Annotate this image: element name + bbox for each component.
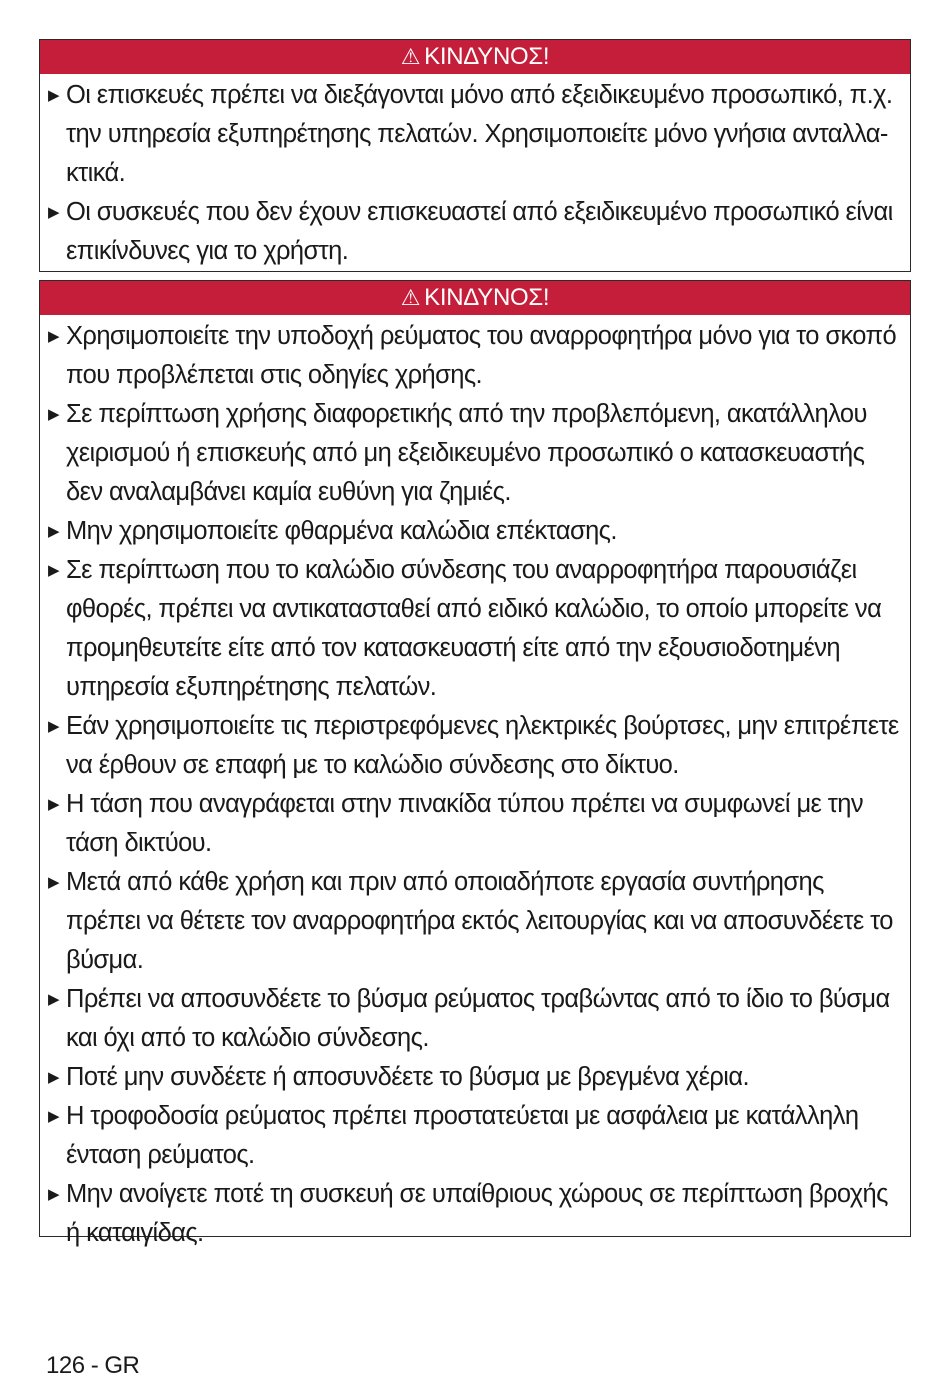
bullet-arrow-icon: ▶ bbox=[48, 87, 59, 104]
danger-list bbox=[40, 74, 910, 277]
bullet-arrow-icon: ▶ bbox=[48, 1108, 59, 1125]
list-item: ▶ Εάν χρησιμοποιείτε τις περιστρεφόμενες ηλεκτρικές βούρτσες, μην επιτρέπετε να έρθουν σε επαφή με το καλώδιο σύνδεσης στο δίκτυο. bbox=[40, 707, 910, 785]
bullet-arrow-icon: ▶ bbox=[48, 204, 59, 221]
danger-header bbox=[40, 40, 910, 74]
bullet-arrow-icon: ▶ bbox=[48, 991, 59, 1008]
list-item: ▶ Πρέπει να αποσυνδέετε το βύσμα ρεύματος τραβώντας από το ίδιο το βύσμα και όχι από το καλώδιο σύνδεσης. bbox=[40, 980, 910, 1058]
list-item: ▶ Μην ανοίγετε ποτέ τη συσκευή σε υπαίθριους χώρους σε περίπτωση βροχής ή καταιγίδας. bbox=[40, 1175, 910, 1253]
danger-header bbox=[40, 281, 910, 315]
list-item: ▶ Οι επισκευές πρέπει να διεξάγονται μόνο από εξειδικευμένο προσωπικό, π.χ. την υπηρεσία εξυπηρέτησης πελατών. Χρησιμοποιείτε μόνο γνήσια ανταλλα-κτικά. bbox=[40, 76, 910, 193]
list-item: ▶ Μην χρησιμοποιείτε φθαρμένα καλώδια επέκτασης. bbox=[40, 512, 910, 551]
danger-header-label: ΚΙΝΔΥΝΟΣ! bbox=[424, 284, 550, 311]
list-item: ▶ Η τροφοδοσία ρεύματος πρέπει προστατεύεται με ασφάλεια με κατάλληλη ένταση ρεύματος. bbox=[40, 1097, 910, 1175]
danger-box-electrical bbox=[39, 280, 911, 1247]
list-item: ▶ Η τάση που αναγράφεται στην πινακίδα τύπου πρέπει να συμφωνεί με την τάση δικτύου. bbox=[40, 785, 910, 863]
bullet-arrow-icon: ▶ bbox=[48, 562, 59, 579]
bullet-arrow-icon: ▶ bbox=[48, 718, 59, 735]
bullet-arrow-icon: ▶ bbox=[48, 1069, 59, 1086]
bullet-arrow-icon: ▶ bbox=[48, 1186, 59, 1203]
list-item: ▶ Σε περίπτωση χρήσης διαφορετικής από την προβλεπόμενη, ακατάλληλου χειρισμού ή επισκευής από μη εξειδικευμένο προσωπικό ο κατασκευαστής δεν αναλαμβάνει καμία ευθύνη για ζημιές. bbox=[40, 395, 910, 512]
list-item: ▶ Οι συσκευές που δεν έχουν επισκευαστεί από εξειδικευμένο προσωπικό είναι επικίνδυνες για το χρήστη. bbox=[40, 193, 910, 271]
warning-triangle-icon: ⚠ bbox=[400, 285, 421, 310]
danger-list bbox=[40, 315, 910, 1259]
danger-header-label: ΚΙΝΔΥΝΟΣ! bbox=[424, 43, 550, 70]
page-number: 126 - GR bbox=[46, 1352, 140, 1379]
bullet-arrow-icon: ▶ bbox=[48, 406, 59, 423]
bullet-arrow-icon: ▶ bbox=[48, 328, 59, 345]
list-item: ▶ Σε περίπτωση που το καλώδιο σύνδεσης του αναρροφητήρα παρουσιάζει φθορές, πρέπει να αντικατασταθεί από ειδικό καλώδιο, το οποίο μπορείτε να προμηθευτείτε είτε από τον κατασκευαστή είτε από την εξουσιοδοτημένη υπηρεσία εξυπηρέτησης πελατών. bbox=[40, 551, 910, 707]
list-item: ▶ Ποτέ μην συνδέετε ή αποσυνδέετε το βύσμα με βρεγμένα χέρια. bbox=[40, 1058, 910, 1097]
bullet-arrow-icon: ▶ bbox=[48, 874, 59, 891]
list-item: ▶ Χρησιμοποιείτε την υποδοχή ρεύματος του αναρροφητήρα μόνο για το σκοπό που προβλέπεται στις οδηγίες χρήσης. bbox=[40, 317, 910, 395]
bullet-arrow-icon: ▶ bbox=[48, 796, 59, 813]
list-item: ▶ Μετά από κάθε χρήση και πριν από οποιαδήποτε εργασία συντήρησης πρέπει να θέτετε τον αναρροφητήρα εκτός λειτουργίας και να αποσυνδέετε το βύσμα. bbox=[40, 863, 910, 980]
danger-box-repairs bbox=[39, 39, 911, 272]
warning-triangle-icon: ⚠ bbox=[400, 44, 421, 69]
bullet-arrow-icon: ▶ bbox=[48, 523, 59, 540]
